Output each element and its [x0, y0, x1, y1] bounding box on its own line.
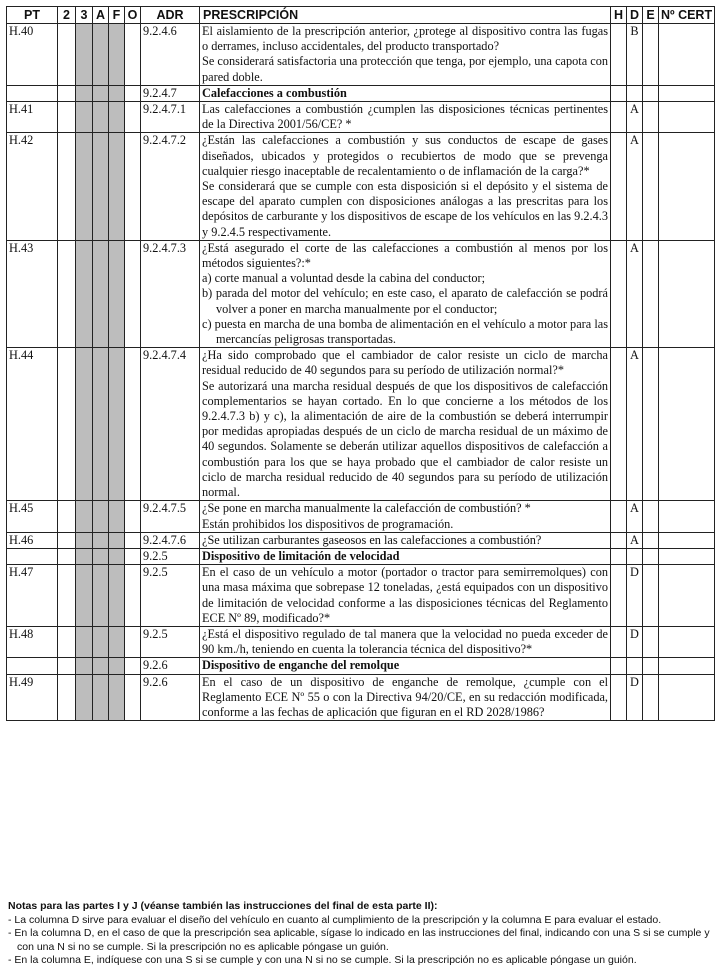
item-code: H.41 — [7, 102, 58, 133]
e-cell — [643, 626, 659, 657]
check-cell — [58, 133, 76, 240]
prescription-paragraph: c) puesta en marcha de una bomba de alimentación en el vehículo a motor para las mercancías peligrosas transportadas. — [202, 316, 608, 347]
check-cell — [58, 501, 76, 532]
col-pt: PT — [7, 7, 58, 24]
check-cell — [93, 240, 109, 347]
check-cell — [76, 24, 93, 86]
table-row — [7, 501, 715, 532]
check-cell — [125, 24, 141, 86]
prescription-text — [200, 133, 611, 240]
check-cell — [125, 626, 141, 657]
check-cell — [76, 85, 93, 101]
adr-ref: 9.2.6 — [141, 674, 200, 721]
check-cell — [93, 348, 109, 501]
item-code: H.44 — [7, 348, 58, 501]
prescription-paragraph: Dispositivo de limitación de velocidad — [202, 548, 400, 563]
prescription-paragraph: Las calefacciones a combustión ¿cumplen las disposiciones técnicas pertinentes de la Directiva 2001/56/CE? * — [202, 102, 608, 132]
e-cell — [643, 658, 659, 674]
e-cell — [643, 532, 659, 548]
cert-cell — [659, 626, 715, 657]
check-cell — [58, 24, 76, 86]
check-cell — [58, 548, 76, 564]
h-cell — [611, 626, 627, 657]
section-title — [200, 658, 611, 674]
check-cell — [76, 240, 93, 347]
cert-cell — [659, 24, 715, 86]
check-cell — [125, 85, 141, 101]
cert-cell — [659, 501, 715, 532]
adr-ref: 9.2.4.7.5 — [141, 501, 200, 532]
adr-ref: 9.2.5 — [141, 565, 200, 627]
cert-cell — [659, 133, 715, 240]
item-code: H.48 — [7, 626, 58, 657]
d-cell: A — [627, 240, 643, 347]
cert-cell — [659, 565, 715, 627]
e-cell — [643, 102, 659, 133]
d-cell — [627, 85, 643, 101]
col-prescripcion: PRESCRIPCIÓN — [200, 7, 611, 24]
h-cell — [611, 658, 627, 674]
check-cell — [109, 565, 125, 627]
col-cert: Nº CERT — [659, 7, 715, 24]
d-cell: D — [627, 626, 643, 657]
check-cell — [109, 85, 125, 101]
check-cell — [93, 548, 109, 564]
prescription-paragraph: Se autorizará una marcha residual después de que los dispositivos de calefacción complementarios se hayan cortado. En lo que concierne a los métodos de los 9.2.4.7.3 b) y c), la alimentación de aire de la combustión se deberá interrumpir por medidas apropiadas después de un ciclo de marcha residual de un máximo de 40 segundos. Solamente se deberán utilizar aquellos dispositivos de calefacción a combustión para los que se haya probado que el cambiador de calor resiste un ciclo de marcha residual reducido de 40 segundos para su período de utilización normal. — [202, 378, 608, 500]
check-cell — [58, 565, 76, 627]
check-cell — [93, 102, 109, 133]
check-cell — [58, 102, 76, 133]
e-cell — [643, 565, 659, 627]
d-cell: D — [627, 674, 643, 721]
prescription-paragraph: a) corte manual a voluntad desde la cabina del conductor; — [202, 271, 486, 286]
prescription-text — [200, 565, 611, 627]
note-item: - En la columna E, indíquese con una S si se cumple y con una N si no se cumple. Si la prescripción no es aplicable póngase un guión. — [8, 954, 637, 967]
adr-ref: 9.2.5 — [141, 548, 200, 564]
check-cell — [93, 674, 109, 721]
h-cell — [611, 532, 627, 548]
e-cell — [643, 24, 659, 86]
check-cell — [109, 24, 125, 86]
d-cell: A — [627, 348, 643, 501]
d-cell — [627, 658, 643, 674]
e-cell — [643, 674, 659, 721]
prescription-paragraph: b) parada del motor del vehículo; en este caso, el aparato de calefacción se podrá volver a poner en marcha manualmente por el conductor; — [202, 286, 608, 316]
check-cell — [76, 501, 93, 532]
prescription-paragraph: Se considerará satisfactoria una protección que tenga, por ejemplo, una capota con pared doble. — [202, 54, 608, 84]
h-cell — [611, 548, 627, 564]
adr-ref: 9.2.4.7.2 — [141, 133, 200, 240]
notes — [8, 900, 714, 968]
table-row — [7, 626, 715, 657]
col-o: O — [125, 7, 141, 24]
check-cell — [93, 501, 109, 532]
col-2: 2 — [58, 7, 76, 24]
section-title — [200, 548, 611, 564]
e-cell — [643, 240, 659, 347]
d-cell: A — [627, 532, 643, 548]
item-code: H.40 — [7, 24, 58, 86]
check-cell — [76, 348, 93, 501]
adr-ref: 9.2.4.6 — [141, 24, 200, 86]
cert-cell — [659, 348, 715, 501]
prescription-text — [200, 532, 611, 548]
e-cell — [643, 548, 659, 564]
d-cell: A — [627, 501, 643, 532]
check-cell — [93, 532, 109, 548]
prescription-paragraph: ¿Están las calefacciones a combustión y sus conductos de escape de gases diseñados, ubicados y protegidos o recubiertos de modo que se prevenga cualquier riesgo inaceptable de recalentamiento o de inflamación de la carga?* — [202, 133, 608, 178]
e-cell — [643, 133, 659, 240]
check-cell — [109, 348, 125, 501]
item-code: H.47 — [7, 565, 58, 627]
col-a: A — [93, 7, 109, 24]
d-cell: D — [627, 565, 643, 627]
check-cell — [76, 133, 93, 240]
header-row — [7, 7, 715, 24]
check-cell — [125, 565, 141, 627]
check-cell — [125, 102, 141, 133]
prescription-paragraph: El aislamiento de la prescripción anterior, ¿protege al dispositivo contra las fugas o derrames, incluso accidentales, del producto transportado? — [202, 24, 608, 54]
table-row — [7, 24, 715, 86]
prescription-text — [200, 626, 611, 657]
table-row — [7, 565, 715, 627]
e-cell — [643, 501, 659, 532]
cert-cell — [659, 532, 715, 548]
check-cell — [109, 674, 125, 721]
item-code — [7, 548, 58, 564]
section-title — [200, 85, 611, 101]
item-code — [7, 658, 58, 674]
adr-ref: 9.2.4.7.4 — [141, 348, 200, 501]
d-cell — [627, 548, 643, 564]
check-cell — [93, 626, 109, 657]
check-cell — [93, 133, 109, 240]
check-cell — [109, 658, 125, 674]
item-code: H.45 — [7, 501, 58, 532]
check-cell — [125, 674, 141, 721]
e-cell — [643, 348, 659, 501]
check-cell — [109, 133, 125, 240]
col-f: F — [109, 7, 125, 24]
section-row — [7, 658, 715, 674]
h-cell — [611, 102, 627, 133]
check-cell — [125, 548, 141, 564]
d-cell: B — [627, 24, 643, 86]
h-cell — [611, 24, 627, 86]
table-row — [7, 532, 715, 548]
cert-cell — [659, 658, 715, 674]
prescription-paragraph: Dispositivo de enganche del remolque — [202, 658, 400, 673]
check-cell — [125, 133, 141, 240]
prescription-paragraph: ¿Está asegurado el corte de las calefacciones a combustión al menos por los métodos siguientes?:* — [202, 240, 608, 271]
prescription-paragraph: Están prohibidos los dispositivos de programación. — [202, 516, 454, 531]
check-cell — [109, 548, 125, 564]
check-cell — [109, 240, 125, 347]
prescription-paragraph: ¿Se pone en marcha manualmente la calefacción de combustión? * — [202, 501, 531, 516]
prescription-paragraph: En el caso de un vehículo a motor (portador o tractor para semirremolques) con una masa máxima que sobrepase 12 toneladas, ¿está equipados con un dispositivo de limitación de velocidad conforme a las disposiciones técnicas del Reglamento ECE Nº 89, modificado?* — [202, 565, 608, 625]
prescription-text — [200, 24, 611, 86]
h-cell — [611, 674, 627, 721]
check-cell — [58, 674, 76, 721]
col-d: D — [627, 7, 643, 24]
check-cell — [76, 532, 93, 548]
col-h: H — [611, 7, 627, 24]
check-cell — [58, 626, 76, 657]
check-cell — [58, 658, 76, 674]
check-cell — [109, 102, 125, 133]
check-cell — [76, 565, 93, 627]
col-e: E — [643, 7, 659, 24]
check-cell — [58, 85, 76, 101]
table-row — [7, 102, 715, 133]
table-row — [7, 348, 715, 501]
check-cell — [109, 532, 125, 548]
inspection-table — [6, 6, 715, 721]
prescription-text — [200, 674, 611, 721]
check-cell — [125, 658, 141, 674]
d-cell: A — [627, 102, 643, 133]
check-cell — [109, 626, 125, 657]
cert-cell — [659, 102, 715, 133]
check-cell — [76, 674, 93, 721]
check-cell — [93, 658, 109, 674]
notes-title: Notas para las partes I y J (véanse también las instrucciones del final de esta parte II): — [8, 900, 438, 912]
prescription-text — [200, 348, 611, 501]
check-cell — [109, 501, 125, 532]
check-cell — [76, 626, 93, 657]
prescription-text — [200, 501, 611, 532]
check-cell — [93, 565, 109, 627]
h-cell — [611, 133, 627, 240]
section-row — [7, 548, 715, 564]
adr-ref: 9.2.6 — [141, 658, 200, 674]
col-adr: ADR — [141, 7, 200, 24]
prescription-paragraph: ¿Está el dispositivo regulado de tal manera que la velocidad no pueda exceder de 90 km./h, teniendo en cuenta la tolerancia técnica del dispositivo?* — [202, 626, 608, 657]
check-cell — [76, 658, 93, 674]
h-cell — [611, 565, 627, 627]
note-item: - En la columna D, en el caso de que la prescripción sea aplicable, sígase lo indicado en las instrucciones del final, indicando con una S si se cumple y con una N si no se cumple. Si la prescripción no es aplicable póngase un guión. — [8, 927, 710, 953]
check-cell — [125, 240, 141, 347]
adr-ref: 9.2.5 — [141, 626, 200, 657]
cert-cell — [659, 674, 715, 721]
note-item: - La columna D sirve para evaluar el diseño del vehículo en cuanto al cumplimiento de la prescripción y la columna E para evaluar el estado. — [8, 913, 662, 926]
check-cell — [125, 348, 141, 501]
prescription-text — [200, 240, 611, 347]
item-code: H.42 — [7, 133, 58, 240]
section-row — [7, 85, 715, 101]
check-cell — [76, 102, 93, 133]
col-3: 3 — [76, 7, 93, 24]
check-cell — [93, 85, 109, 101]
item-code: H.46 — [7, 532, 58, 548]
check-cell — [76, 548, 93, 564]
d-cell: A — [627, 133, 643, 240]
check-cell — [58, 240, 76, 347]
adr-ref: 9.2.4.7 — [141, 85, 200, 101]
check-cell — [93, 24, 109, 86]
item-code: H.43 — [7, 240, 58, 347]
prescription-text — [200, 102, 611, 133]
prescription-paragraph: ¿Ha sido comprobado que el cambiador de calor resiste un ciclo de marcha residual reducido de 40 segundos para su período de utilización normal?* — [202, 348, 608, 378]
cert-cell — [659, 240, 715, 347]
check-cell — [125, 532, 141, 548]
h-cell — [611, 85, 627, 101]
item-code: H.49 — [7, 674, 58, 721]
prescription-paragraph: ¿Se utilizan carburantes gaseosos en las calefacciones a combustión? — [202, 532, 542, 547]
check-cell — [125, 501, 141, 532]
adr-ref: 9.2.4.7.1 — [141, 102, 200, 133]
h-cell — [611, 348, 627, 501]
e-cell — [643, 85, 659, 101]
prescription-paragraph: Calefacciones a combustión — [202, 85, 347, 100]
h-cell — [611, 501, 627, 532]
table-row — [7, 240, 715, 347]
prescription-paragraph: En el caso de un dispositivo de enganche de remolque, ¿cumple con el Reglamento ECE Nº 55 o con la Directiva 94/20/CE, en su redacción modificada, conforme a las fechas de aplicación que figuran en el RD 2028/1986? — [202, 674, 608, 719]
adr-ref: 9.2.4.7.3 — [141, 240, 200, 347]
cert-cell — [659, 548, 715, 564]
item-code — [7, 85, 58, 101]
check-cell — [58, 348, 76, 501]
table-row — [7, 133, 715, 240]
table-row — [7, 674, 715, 721]
cert-cell — [659, 85, 715, 101]
prescription-paragraph: Se considerará que se cumple con esta disposición si el depósito y el sistema de escape del aparato cumplen con disposiciones análogas a las prescritas para los depósitos de carburante y los dispositivos de escape de los vehículos en las 9.2.4.3 y 9.2.4.5 respectivamente. — [202, 179, 608, 239]
h-cell — [611, 240, 627, 347]
adr-ref: 9.2.4.7.6 — [141, 532, 200, 548]
check-cell — [58, 532, 76, 548]
